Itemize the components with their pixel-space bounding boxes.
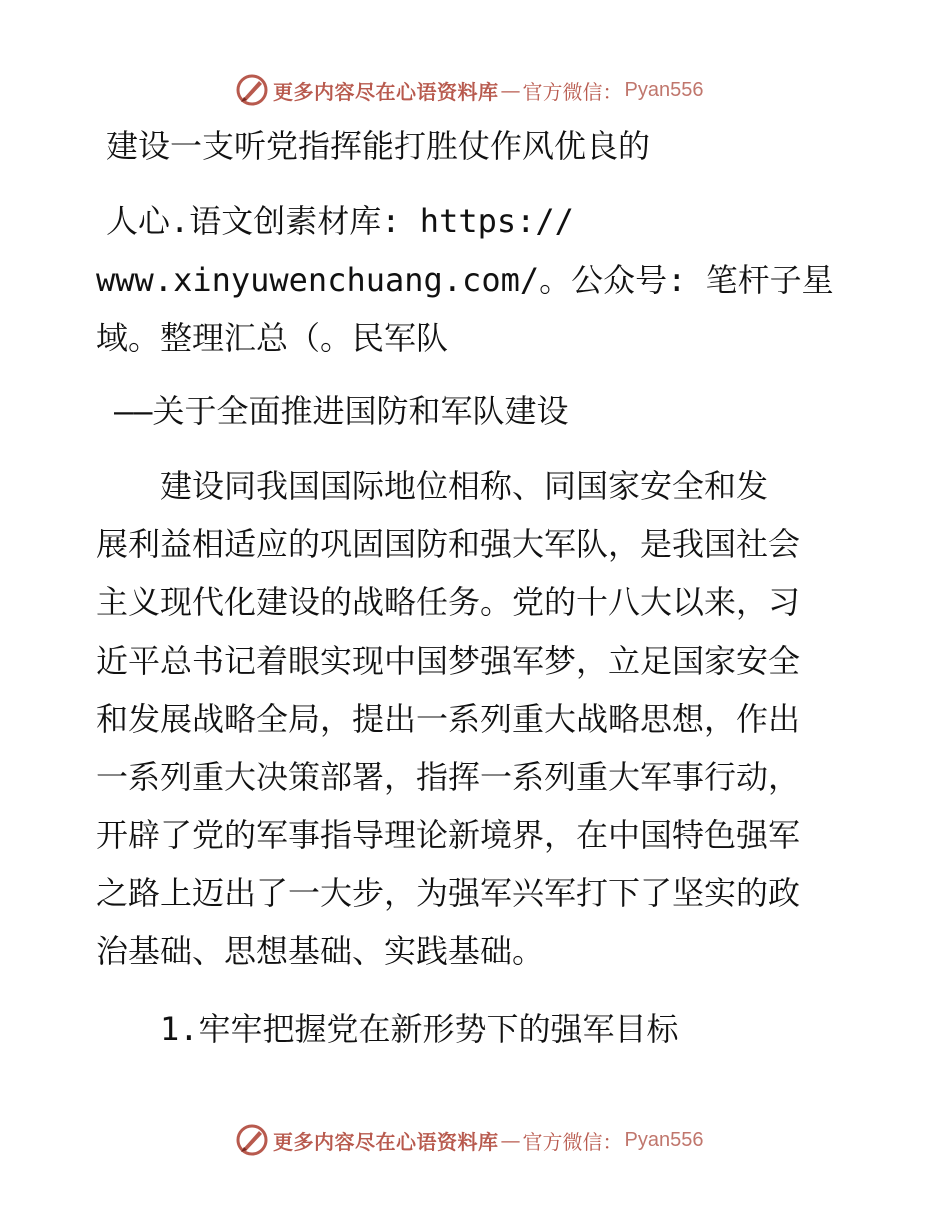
body-line-7: 开辟了党的军事指导理论新境界，在中国特色强军 xyxy=(96,816,801,854)
pen-logo-icon xyxy=(235,1123,269,1157)
body-line-1: 建设同我国国际地位相称、同国家安全和发 xyxy=(96,467,769,505)
watermark-text: 更多内容尽在心语资料库 xyxy=(273,79,499,104)
body-line-4: 近平总书记着眼实现中国梦强军梦，立足国家安全 xyxy=(96,642,801,680)
watermark-dash: — xyxy=(500,78,521,102)
watermark-wechat-id: Pyan556 xyxy=(624,1128,704,1151)
title-line-4: 域。整理汇总（。民军队 xyxy=(96,319,449,357)
title-line-2: 人心.语文创素材库: https:// xyxy=(106,202,574,240)
pen-logo-icon xyxy=(235,73,269,107)
watermark-wechat-id: Pyan556 xyxy=(624,78,704,101)
body-line-2: 展利益相适应的巩固国防和强大军队，是我国社会 xyxy=(96,525,801,563)
title-line-1: 建设一支听党指挥能打胜仗作风优良的 xyxy=(106,127,651,165)
watermark-banner-top xyxy=(235,72,703,108)
body-line-3: 主义现代化建设的战略任务。党的十八大以来，习 xyxy=(96,583,801,621)
body-line-6: 一系列重大决策部署，指挥一系列重大军事行动， xyxy=(96,758,801,796)
body-line-8: 之路上迈出了一大步，为强军兴军打下了坚实的政 xyxy=(96,874,801,912)
subtitle-line: ——关于全面推进国防和军队建设 xyxy=(114,392,569,430)
section-heading: 1.牢牢把握党在新形势下的强军目标 xyxy=(96,1010,679,1048)
watermark-wechat-label: 官方微信： xyxy=(522,79,623,104)
title-line-3: www.xinyuwenchuang.com/。公众号: 笔杆子星 xyxy=(96,261,834,299)
watermark-banner-bottom xyxy=(235,1122,703,1158)
body-line-5: 和发展战略全局，提出一系列重大战略思想，作出 xyxy=(96,700,801,738)
watermark-wechat-label: 官方微信： xyxy=(522,1129,623,1154)
watermark-dash: — xyxy=(500,1128,521,1152)
watermark-text: 更多内容尽在心语资料库 xyxy=(273,1129,499,1154)
body-line-9: 治基础、思想基础、实践基础。 xyxy=(96,932,545,970)
